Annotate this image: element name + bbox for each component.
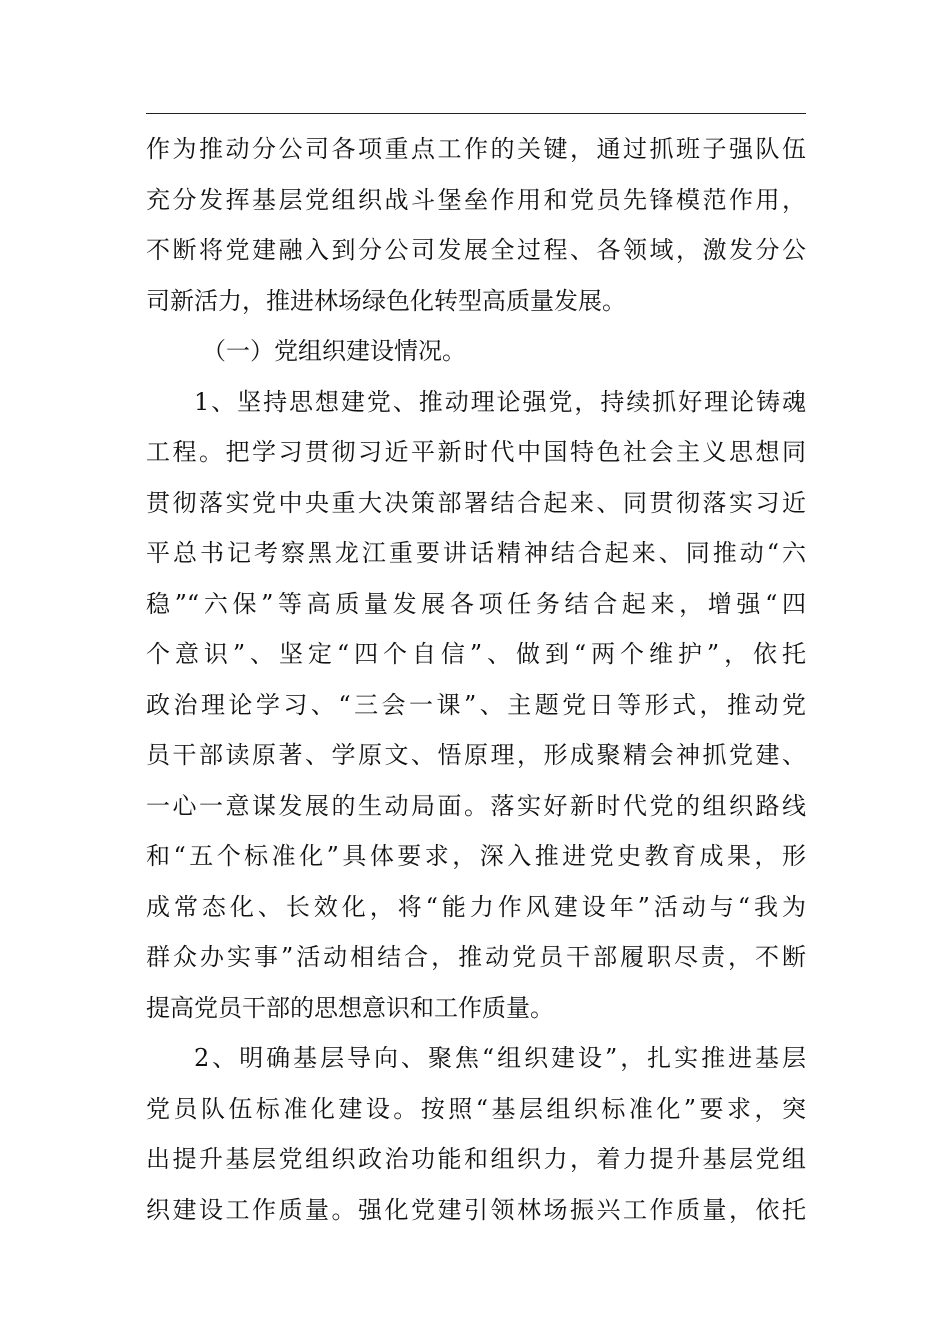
- document-body: [146, 124, 806, 1235]
- text-line: 个意识”、坚定“四个自信”、做到“两个维护”，依托: [146, 640, 806, 668]
- text-line: 织建设工作质量。强化党建引领林场振兴工作质量，依托: [146, 1195, 806, 1224]
- text-line: 1、坚持思想建党、推动理论强党，持续抓好理论铸魂: [194, 387, 806, 416]
- text-line: 党员队伍标准化建设。按照“基层组织标准化”要求，突: [146, 1094, 806, 1123]
- text-line: 和“五个标准化”具体要求，深入推进党史教育成果，形: [146, 842, 806, 870]
- text-line: 员干部读原著、学原文、悟原理，形成聚精会神抓党建、: [146, 741, 806, 769]
- text-line: 出提升基层党组织政治功能和组织力，着力提升基层党组: [146, 1145, 806, 1173]
- paragraph-2: [146, 1033, 806, 1235]
- text-line: 提高党员干部的思想意识和工作质量。: [146, 993, 554, 1022]
- text-line: 一心一意谋发展的生动局面。落实好新时代党的组织路线: [146, 791, 806, 820]
- text-line: 工程。把学习贯彻习近平新时代中国特色社会主义思想同: [146, 438, 806, 466]
- text-line: 不断将党建融入到分公司发展全过程、各领域，激发分公: [146, 236, 806, 264]
- text-line: 充分发挥基层党组织战斗堡垒作用和党员先锋模范作用，: [146, 185, 806, 214]
- paragraph-1: [146, 377, 806, 1034]
- text-line: 群众办实事”活动相结合，推动党员干部履职尽责，不断: [146, 943, 806, 971]
- text-line: 作为推动分公司各项重点工作的关键，通过抓班子强队伍: [146, 135, 806, 163]
- text-line: 平总书记考察黑龙江重要讲话精神结合起来、同推动“六: [146, 539, 806, 567]
- text-line: 司新活力，推进林场绿色化转型高质量发展。: [146, 286, 626, 315]
- text-line: 贯彻落实党中央重大决策部署结合起来、同贯彻落实习近: [146, 488, 806, 517]
- header-rule: [146, 113, 806, 114]
- text-line: 稳”“六保”等高质量发展各项任务结合起来，增强“四: [146, 589, 806, 618]
- section-heading-text: （一）党组织建设情况。: [202, 337, 466, 365]
- section-heading: [146, 326, 806, 377]
- text-line: 政治理论学习、“三会一课”、主题党日等形式，推动党: [146, 690, 806, 719]
- text-line: 2、明确基层导向、聚焦“组织建设”，扎实推进基层: [194, 1044, 806, 1072]
- paragraph-continuation: [146, 124, 806, 326]
- text-line: 成常态化、长效化，将“能力作风建设年”活动与“我为: [146, 892, 806, 921]
